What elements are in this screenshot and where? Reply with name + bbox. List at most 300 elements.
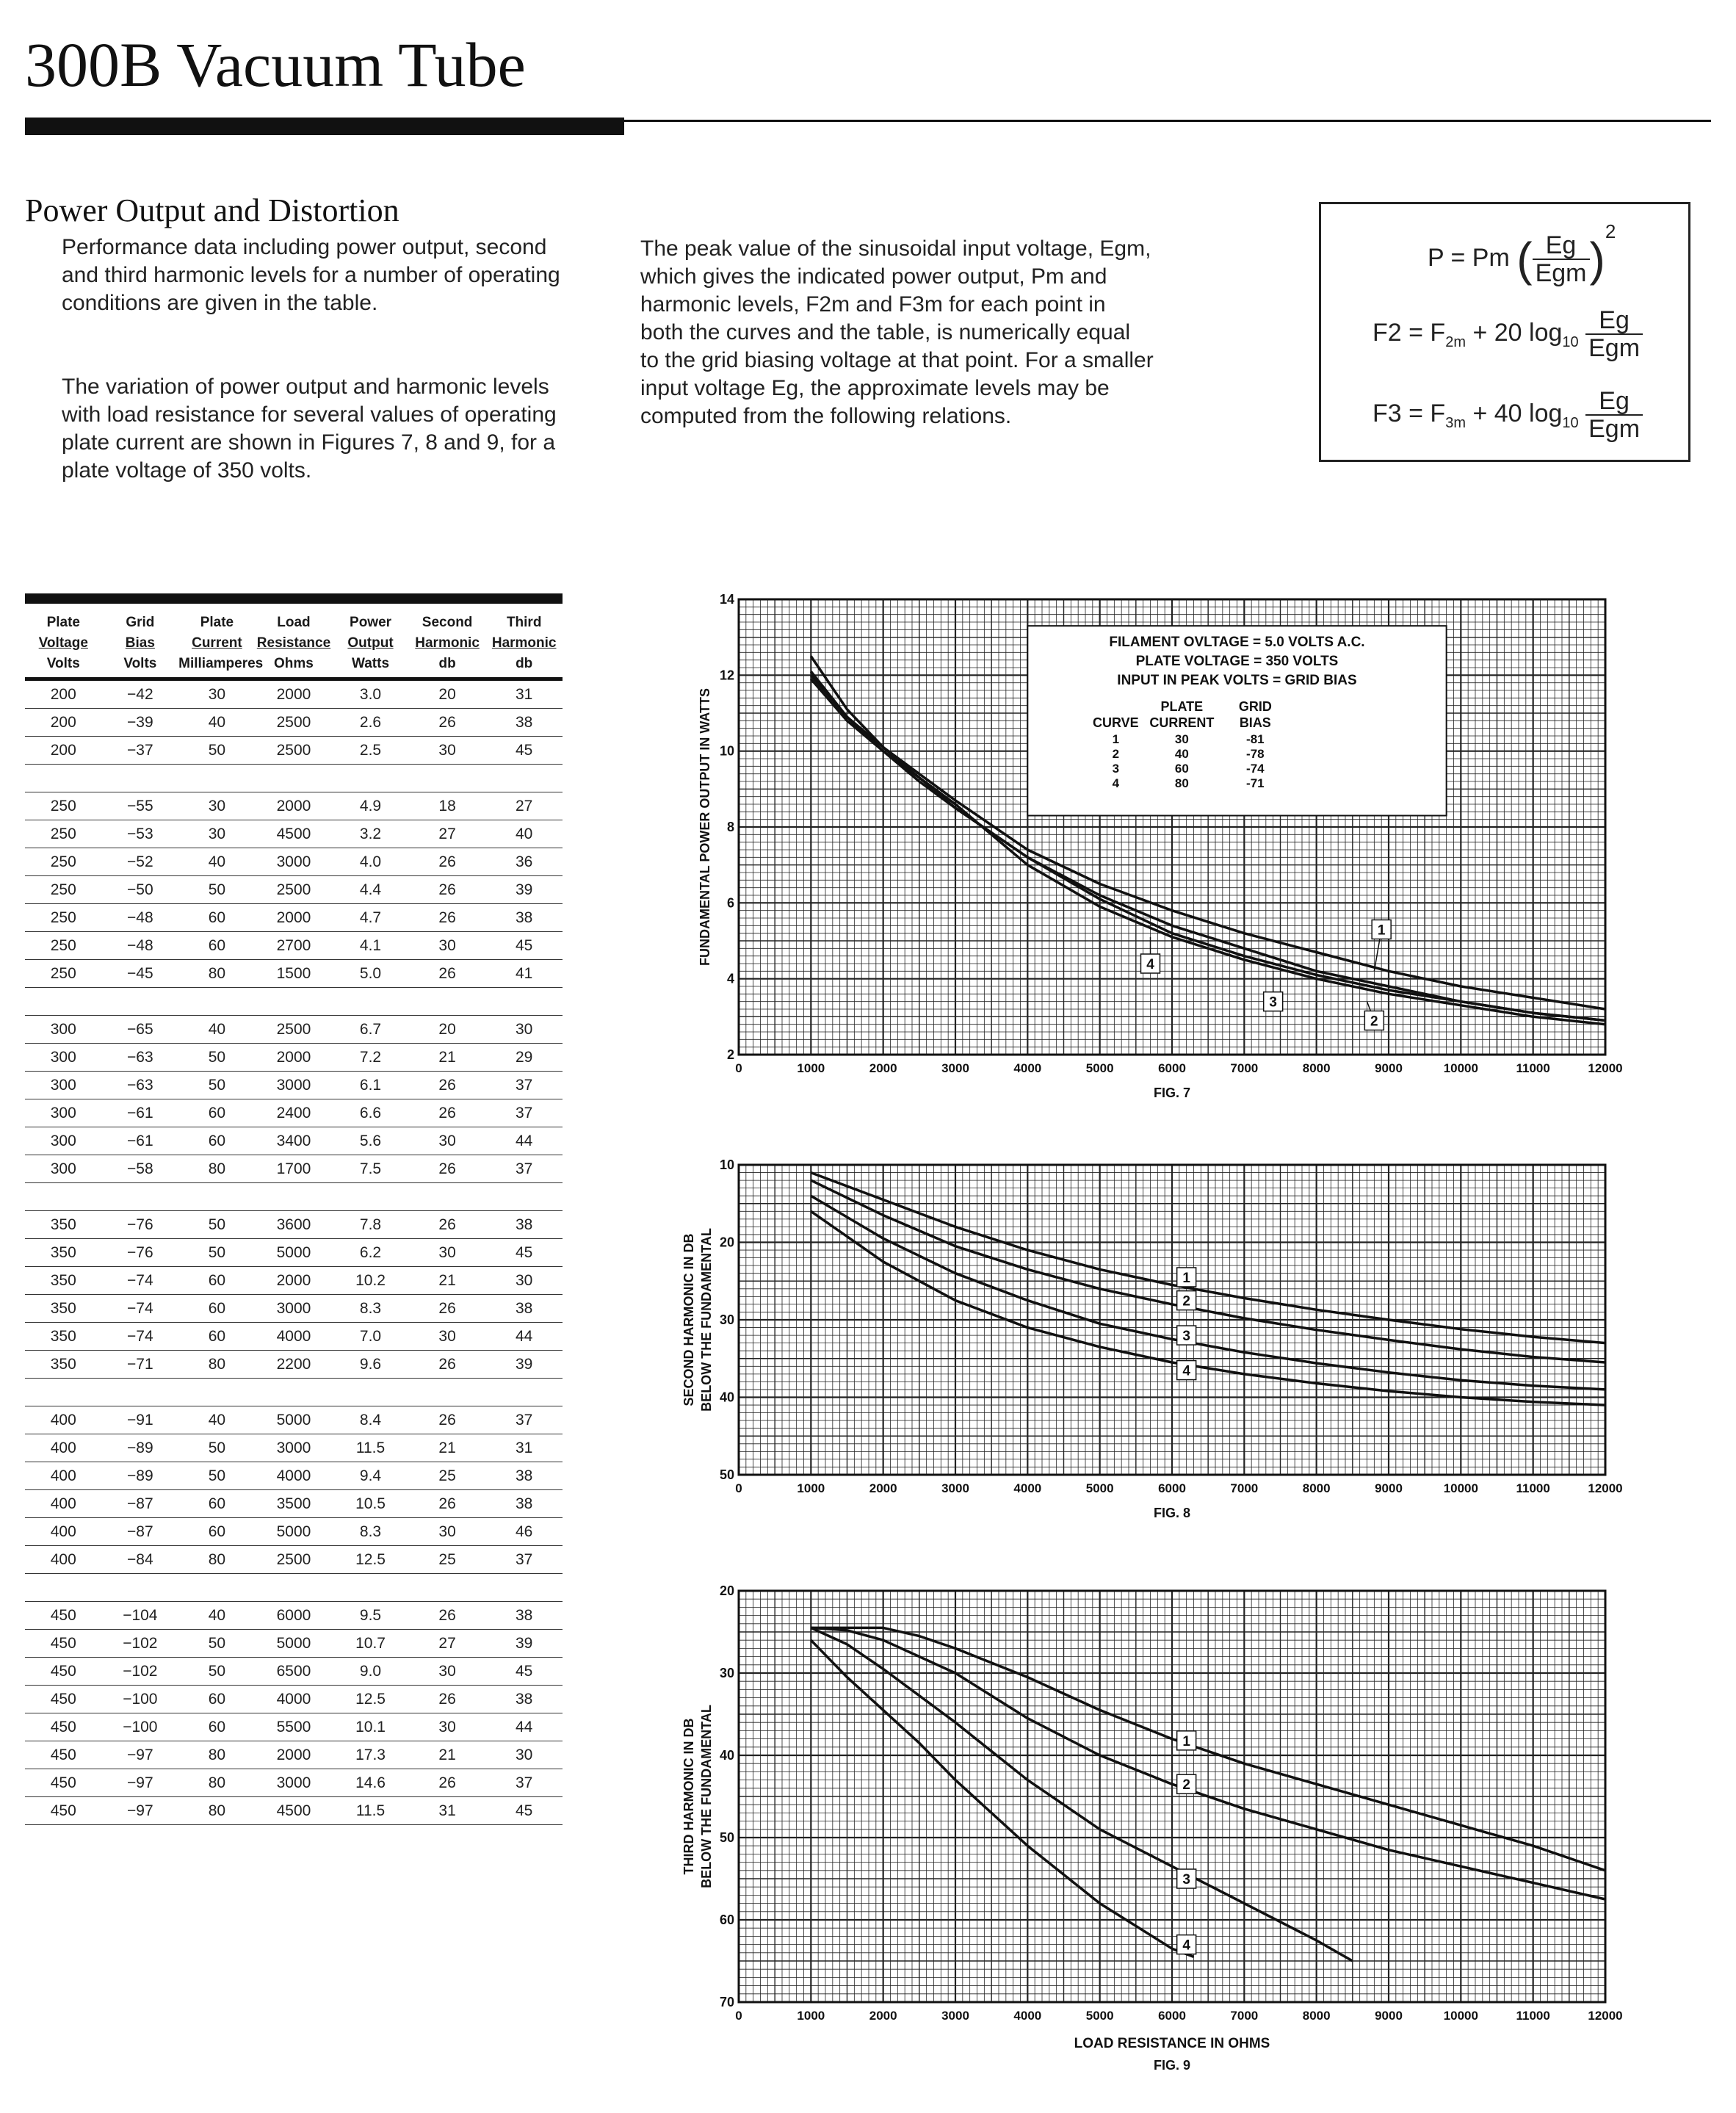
table-group-spacer: [25, 765, 563, 792]
title-rule-thick: [25, 118, 624, 135]
table-cell: −45: [102, 960, 179, 988]
curve-marker-label: 4: [1182, 1363, 1190, 1379]
table-cell: 450: [25, 1630, 102, 1658]
table-cell: 38: [485, 1295, 563, 1323]
legend-cell: 2: [1112, 747, 1120, 762]
formula-f3-den: Egm: [1588, 415, 1641, 443]
table-cell: 2700: [256, 932, 333, 960]
table-cell: 30: [178, 679, 256, 709]
y-tick-label: 4: [726, 971, 734, 986]
fig-7-power-output-chart: [661, 588, 1704, 1116]
x-tick-label: 0: [735, 1481, 742, 1495]
x-tick-label: 1000: [797, 2009, 825, 2023]
table-cell: 40: [178, 1016, 256, 1044]
table-cell: 39: [485, 1351, 563, 1379]
y-axis-label-line: THIRD HARMONIC IN DB: [681, 1718, 696, 1875]
table-cell: 50: [178, 737, 256, 765]
x-tick-label: 2000: [869, 1061, 897, 1075]
table-cell: 5.6: [332, 1127, 409, 1155]
table-cell: 450: [25, 1797, 102, 1825]
chart-grid: [739, 1591, 1605, 2002]
performance-table: [25, 610, 563, 1825]
table-cell: 30: [485, 1267, 563, 1295]
table-cell: −71: [102, 1351, 179, 1379]
table-cell: 29: [485, 1044, 563, 1072]
table-cell: 40: [178, 1406, 256, 1434]
y-tick-label: 20: [719, 1583, 734, 1598]
table-cell: 27: [409, 820, 486, 848]
table-cell: 450: [25, 1713, 102, 1741]
table-row: [25, 1630, 563, 1658]
table-row: [25, 1658, 563, 1686]
table-cell: 5500: [256, 1713, 333, 1741]
y-tick-label: 20: [719, 1235, 734, 1250]
table-cell: 45: [485, 1658, 563, 1686]
table-header-text: Harmonic: [415, 635, 480, 651]
table-spacer-cell: [256, 988, 333, 1016]
table-spacer-cell: [102, 1574, 179, 1602]
table-cell: 44: [485, 1127, 563, 1155]
table-cell: −48: [102, 904, 179, 932]
table-cell: 60: [178, 932, 256, 960]
table-header-text: Harmonic: [491, 635, 557, 651]
table-cell: 31: [485, 1434, 563, 1462]
table-cell: 60: [178, 1267, 256, 1295]
table-row: [25, 848, 563, 876]
table-cell: 2000: [256, 1044, 333, 1072]
table-cell: 8.3: [332, 1518, 409, 1546]
table-group-spacer: [25, 1379, 563, 1406]
table-header-text: Ohms: [274, 656, 314, 671]
table-cell: 45: [485, 1239, 563, 1267]
table-cell: 30: [409, 737, 486, 765]
table-cell: 31: [409, 1797, 486, 1825]
table-cell: 21: [409, 1044, 486, 1072]
curve-marker-label: 1: [1182, 1270, 1190, 1286]
table-cell: 10.2: [332, 1267, 409, 1295]
table-row: [25, 1099, 563, 1127]
table-cell: 26: [409, 1686, 486, 1713]
table-spacer-cell: [332, 1379, 409, 1406]
title-rule-thin: [624, 120, 1711, 122]
table-cell: 250: [25, 904, 102, 932]
table-cell: 3000: [256, 848, 333, 876]
x-tick-label: 10000: [1443, 1061, 1478, 1075]
table-spacer-cell: [485, 1183, 563, 1211]
table-spacer-cell: [409, 1183, 486, 1211]
table-row: [25, 1769, 563, 1797]
table-header-text: Second: [422, 615, 473, 630]
table-cell: −50: [102, 876, 179, 904]
table-cell: 44: [485, 1713, 563, 1741]
table-cell: −58: [102, 1155, 179, 1183]
table-cell: 26: [409, 904, 486, 932]
table-spacer-cell: [102, 1183, 179, 1211]
table-spacer-cell: [485, 988, 563, 1016]
legend-cell: -74: [1246, 762, 1265, 776]
table-spacer-cell: [102, 988, 179, 1016]
table-cell: 2000: [256, 792, 333, 820]
table-row: [25, 1797, 563, 1825]
x-tick-label: 5000: [1085, 1481, 1114, 1495]
y-axis-label-text: [681, 1705, 714, 1888]
table-cell: 30: [409, 1713, 486, 1741]
table-cell: 25: [409, 1546, 486, 1574]
curve-marker-4: [1177, 1935, 1196, 1954]
table-cell: 4.7: [332, 904, 409, 932]
table-cell: 11.5: [332, 1434, 409, 1462]
table-header-col-4: [332, 610, 409, 679]
table-cell: 27: [409, 1630, 486, 1658]
table-cell: 3000: [256, 1072, 333, 1099]
table-cell: 350: [25, 1323, 102, 1351]
curve-marker-4: [1177, 1361, 1196, 1380]
table-cell: 2.6: [332, 709, 409, 737]
table-cell: 30: [409, 1127, 486, 1155]
y-tick-label: 60: [719, 1912, 734, 1927]
table-cell: 60: [178, 1295, 256, 1323]
x-tick-label: 6000: [1158, 1481, 1186, 1495]
table-spacer-cell: [332, 988, 409, 1016]
table-cell: 5000: [256, 1630, 333, 1658]
table-cell: −61: [102, 1099, 179, 1127]
table-cell: 350: [25, 1211, 102, 1239]
table-header-text: Third: [506, 615, 542, 630]
table-spacer-cell: [332, 1574, 409, 1602]
table-cell: 4.1: [332, 932, 409, 960]
table-cell: −102: [102, 1658, 179, 1686]
x-tick-label: 2000: [869, 2009, 897, 2023]
table-cell: 300: [25, 1044, 102, 1072]
table-cell: 20: [409, 679, 486, 709]
x-tick-label: 1000: [797, 1061, 825, 1075]
table-row: [25, 1072, 563, 1099]
y-axis-label: [698, 688, 712, 966]
formula-f2-mid: + 20 log: [1472, 318, 1563, 347]
legend-cell: -78: [1246, 747, 1265, 762]
table-cell: −100: [102, 1713, 179, 1741]
table-cell: 3000: [256, 1295, 333, 1323]
table-cell: 3400: [256, 1127, 333, 1155]
figure-label: FIG. 9: [1153, 2058, 1191, 2073]
legend-cell: 3: [1112, 762, 1120, 776]
y-axis-label-line: SECOND HARMONIC IN DB: [681, 1233, 696, 1406]
table-cell: 50: [178, 876, 256, 904]
y-axis-label-line: BELOW THE FUNDAMENTAL: [699, 1228, 714, 1412]
table-row: [25, 1239, 563, 1267]
table-cell: 26: [409, 848, 486, 876]
table-cell: 3000: [256, 1434, 333, 1462]
table-cell: 9.5: [332, 1602, 409, 1630]
table-cell: 41: [485, 960, 563, 988]
legend-cell: 40: [1174, 747, 1189, 762]
table-cell: 50: [178, 1044, 256, 1072]
table-cell: −74: [102, 1267, 179, 1295]
formula-f2-lhs: F2 = F: [1372, 318, 1446, 347]
table-header-text: db: [516, 656, 533, 671]
y-tick-label: 12: [719, 668, 734, 683]
section-heading: Power Output and Distortion: [25, 192, 399, 228]
formula-power-num: Eg: [1533, 232, 1590, 260]
legend-col-head: BIAS: [1239, 715, 1271, 731]
table-cell: 6500: [256, 1658, 333, 1686]
table-cell: 26: [409, 960, 486, 988]
table-cell: 30: [178, 820, 256, 848]
table-row: [25, 904, 563, 932]
table-cell: 4500: [256, 1797, 333, 1825]
legend-line: INPUT IN PEAK VOLTS = GRID BIAS: [1117, 673, 1357, 689]
table-cell: −91: [102, 1406, 179, 1434]
y-tick-label: 30: [719, 1666, 734, 1680]
curve-marker-label: 4: [1146, 957, 1154, 972]
legend-cell: 30: [1174, 732, 1189, 747]
table-cell: 60: [178, 1713, 256, 1741]
x-tick-label: 5000: [1085, 1061, 1114, 1075]
table-cell: 2400: [256, 1099, 333, 1127]
x-tick-label: 8000: [1302, 1481, 1331, 1495]
table-cell: 30: [178, 792, 256, 820]
table-cell: 450: [25, 1769, 102, 1797]
x-tick-label: 8000: [1302, 1061, 1331, 1075]
table-cell: 400: [25, 1490, 102, 1518]
legend-cell: 1: [1112, 732, 1120, 747]
x-tick-label: 8000: [1302, 2009, 1331, 2023]
table-spacer-cell: [256, 1379, 333, 1406]
table-cell: 250: [25, 848, 102, 876]
table-cell: −74: [102, 1323, 179, 1351]
table-spacer-cell: [409, 1379, 486, 1406]
table-cell: 4000: [256, 1323, 333, 1351]
table-cell: 350: [25, 1267, 102, 1295]
x-tick-label: 1000: [797, 1481, 825, 1495]
x-tick-label: 7000: [1230, 1481, 1259, 1495]
table-spacer-cell: [25, 1574, 102, 1602]
table-cell: 7.5: [332, 1155, 409, 1183]
x-tick-label: 4000: [1013, 2009, 1042, 2023]
table-header-text: Plate: [46, 615, 80, 630]
table-cell: 50: [178, 1211, 256, 1239]
x-tick-label: 5000: [1085, 2009, 1114, 2023]
table-cell: 450: [25, 1741, 102, 1769]
y-axis-label-line: BELOW THE FUNDAMENTAL: [699, 1705, 714, 1888]
table-group-spacer: [25, 1574, 563, 1602]
table-cell: −97: [102, 1741, 179, 1769]
table-cell: 8.4: [332, 1406, 409, 1434]
table-cell: 39: [485, 1630, 563, 1658]
table-spacer-cell: [25, 1183, 102, 1211]
table-cell: −87: [102, 1518, 179, 1546]
table-cell: 10.5: [332, 1490, 409, 1518]
table-cell: 50: [178, 1658, 256, 1686]
table-spacer-cell: [256, 1574, 333, 1602]
table-row: [25, 1267, 563, 1295]
table-cell: 14.6: [332, 1769, 409, 1797]
table-cell: 26: [409, 1769, 486, 1797]
table-spacer-cell: [178, 1183, 256, 1211]
legend-col-head-top: PLATE: [1160, 699, 1204, 715]
table-cell: 400: [25, 1518, 102, 1546]
table-cell: 26: [409, 876, 486, 904]
x-tick-label: 11000: [1516, 1061, 1550, 1075]
table-cell: 60: [178, 1099, 256, 1127]
legend-cell: 60: [1174, 762, 1189, 776]
table-cell: 9.0: [332, 1658, 409, 1686]
x-tick-label: 11000: [1516, 2009, 1550, 2023]
table-cell: −74: [102, 1295, 179, 1323]
table-cell: 12.5: [332, 1686, 409, 1713]
table-cell: 36: [485, 848, 563, 876]
table-header-text: Milliamperes: [178, 656, 264, 671]
table-cell: 9.6: [332, 1351, 409, 1379]
y-axis-label: [681, 1705, 714, 1888]
table-cell: 250: [25, 820, 102, 848]
x-tick-label: 6000: [1158, 1061, 1186, 1075]
table-cell: 350: [25, 1239, 102, 1267]
table-cell: −63: [102, 1044, 179, 1072]
legend-col-head: CURVE: [1092, 715, 1139, 731]
table-cell: 4.0: [332, 848, 409, 876]
y-tick-label: 70: [719, 1995, 734, 2009]
table-cell: 30: [409, 1323, 486, 1351]
intro-paragraph-1: Performance data including power output, second and third harmonic levels for a number of operating conditions are given in the table.: [62, 235, 560, 315]
table-spacer-cell: [178, 1574, 256, 1602]
table-spacer-cell: [485, 1379, 563, 1406]
legend-cell: -71: [1246, 776, 1265, 791]
table-cell: 5000: [256, 1239, 333, 1267]
table-header-col-6: [485, 610, 563, 679]
table-row: [25, 1155, 563, 1183]
table-cell: 2500: [256, 709, 333, 737]
table-cell: 38: [485, 1211, 563, 1239]
x-tick-label: 3000: [941, 2009, 969, 2023]
table-cell: 400: [25, 1406, 102, 1434]
table-cell: −52: [102, 848, 179, 876]
table-cell: 2000: [256, 1741, 333, 1769]
y-tick-label: 8: [726, 820, 734, 834]
x-tick-label: 10000: [1443, 2009, 1478, 2023]
table-cell: 38: [485, 1490, 563, 1518]
y-tick-label: 50: [719, 1830, 734, 1845]
table-spacer-cell: [25, 765, 102, 792]
table-cell: 300: [25, 1099, 102, 1127]
table-cell: 3600: [256, 1211, 333, 1239]
curve-marker-label: 4: [1182, 1937, 1190, 1954]
table-spacer-cell: [178, 988, 256, 1016]
table-row: [25, 960, 563, 988]
table-cell: 26: [409, 1211, 486, 1239]
table-spacer-cell: [25, 988, 102, 1016]
table-spacer-cell: [409, 765, 486, 792]
table-cell: 1500: [256, 960, 333, 988]
table-cell: −97: [102, 1769, 179, 1797]
table-row: [25, 709, 563, 737]
table-cell: 60: [178, 1323, 256, 1351]
table-cell: 50: [178, 1239, 256, 1267]
formula-f2-sub: 2m: [1445, 333, 1466, 350]
x-tick-label: 4000: [1013, 1061, 1042, 1075]
table-cell: 26: [409, 1099, 486, 1127]
table-cell: −104: [102, 1602, 179, 1630]
table-cell: 80: [178, 1155, 256, 1183]
table-cell: 40: [178, 848, 256, 876]
x-tick-label: 3000: [941, 1061, 969, 1075]
curve-marker-label: 1: [1377, 922, 1386, 939]
table-cell: 2200: [256, 1351, 333, 1379]
table-cell: 6.7: [332, 1016, 409, 1044]
x-tick-label: 9000: [1375, 1061, 1403, 1075]
table-cell: 6.1: [332, 1072, 409, 1099]
formula-power-lhs: P = Pm: [1428, 244, 1510, 272]
table-header-text: Load: [277, 615, 311, 630]
table-cell: 38: [485, 1602, 563, 1630]
y-tick-label: 14: [719, 592, 734, 607]
formula-f3-num: Eg: [1585, 388, 1643, 416]
table-cell: 10.1: [332, 1713, 409, 1741]
curve-marker-1: [1177, 1731, 1196, 1750]
formula-f3-lhs: F3 = F: [1372, 399, 1446, 427]
table-cell: 2.5: [332, 737, 409, 765]
y-tick-label: 30: [719, 1312, 734, 1327]
table-cell: 50: [178, 1630, 256, 1658]
table-cell: 60: [178, 1490, 256, 1518]
table-spacer-cell: [102, 765, 179, 792]
table-row: [25, 1741, 563, 1769]
table-row: [25, 1490, 563, 1518]
table-spacer-cell: [409, 1574, 486, 1602]
table-row: [25, 1602, 563, 1630]
table-cell: 80: [178, 1769, 256, 1797]
y-tick-label: 10: [719, 743, 734, 759]
table-cell: 2000: [256, 904, 333, 932]
table-cell: 38: [485, 904, 563, 932]
table-cell: −76: [102, 1239, 179, 1267]
table-cell: 6.2: [332, 1239, 409, 1267]
x-tick-label: 0: [735, 1061, 742, 1075]
table-cell: 26: [409, 1351, 486, 1379]
table-cell: 37: [485, 1406, 563, 1434]
table-spacer-cell: [409, 988, 486, 1016]
table-cell: −89: [102, 1434, 179, 1462]
table-cell: 60: [178, 1127, 256, 1155]
intro-paragraph-3: The peak value of the sinusoidal input voltage, Egm, which gives the indicated power output, Pm and harmonic levels, F2m and F3m for each point in both the curves and the table, is numerically equal to the grid biasing voltage at that point. For a smaller input voltage Eg, the approximate levels may be computed from the following relations.: [640, 236, 1154, 428]
table-cell: 5000: [256, 1518, 333, 1546]
formula-f2-num: Eg: [1585, 307, 1643, 335]
x-tick-label: 9000: [1375, 1481, 1403, 1495]
table-row: [25, 1295, 563, 1323]
table-cell: −100: [102, 1686, 179, 1713]
table-header-text: db: [438, 656, 456, 671]
table-spacer-cell: [178, 1379, 256, 1406]
y-axis-label-text: FUNDAMENTAL POWER OUTPUT IN WATTS: [698, 688, 712, 966]
table-row: [25, 1434, 563, 1462]
table-cell: −48: [102, 932, 179, 960]
table-body: [25, 679, 563, 1825]
table-cell: 39: [485, 876, 563, 904]
curve-marker-label: 3: [1182, 1872, 1190, 1888]
table-group-spacer: [25, 988, 563, 1016]
table-cell: 50: [178, 1462, 256, 1490]
table-cell: 300: [25, 1016, 102, 1044]
table-cell: 60: [178, 904, 256, 932]
formula-f3-mid: + 40 log: [1472, 399, 1563, 427]
table-cell: 400: [25, 1434, 102, 1462]
table-cell: −55: [102, 792, 179, 820]
table-cell: 250: [25, 876, 102, 904]
formula-f3-sub: 3m: [1445, 414, 1466, 431]
table-spacer-cell: [485, 765, 563, 792]
table-cell: 2000: [256, 679, 333, 709]
formula-second-harmonic: [1372, 307, 1643, 361]
